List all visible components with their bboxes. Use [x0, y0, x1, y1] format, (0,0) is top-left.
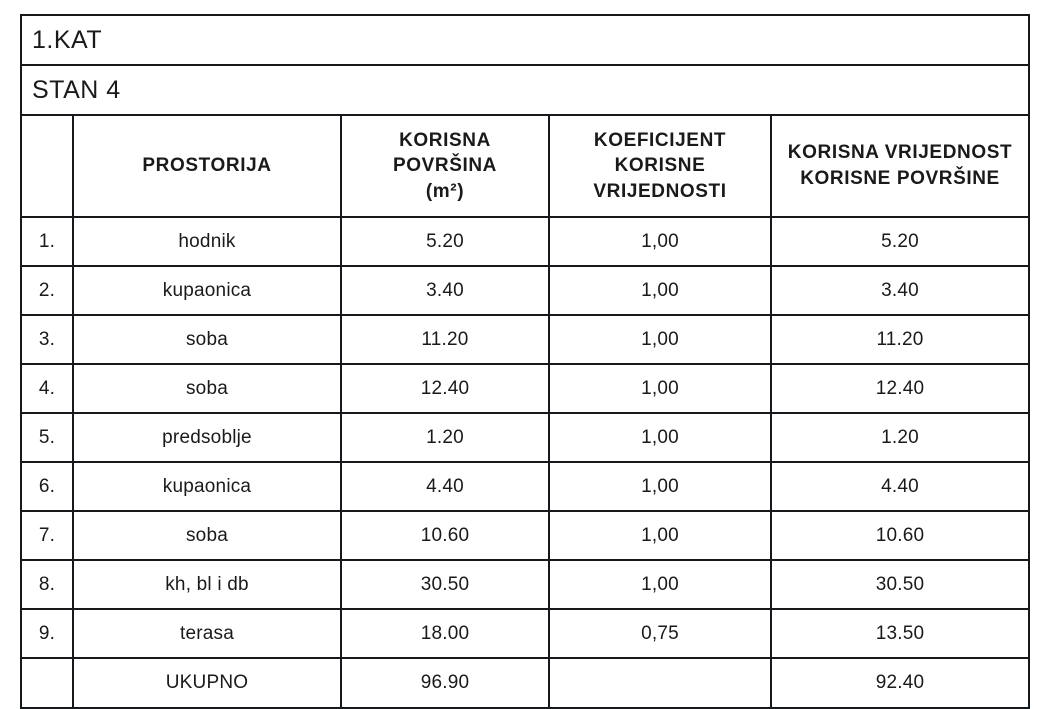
- row-area: 11.20: [341, 315, 549, 364]
- column-header-index: [21, 115, 73, 217]
- unit-title: STAN 4: [21, 65, 1029, 115]
- table-row: [21, 560, 1029, 609]
- column-header-value-line1: KORISNA VRIJEDNOST: [787, 142, 1013, 164]
- row-coefficient: 1,00: [549, 315, 771, 364]
- table-row: [21, 364, 1029, 413]
- column-header-area: [341, 115, 549, 217]
- row-room: kupaonica: [73, 462, 341, 511]
- floor-title-row: [21, 15, 1029, 65]
- table-row: [21, 462, 1029, 511]
- table-row: [21, 609, 1029, 658]
- row-value: 13.50: [771, 609, 1029, 658]
- row-room: kh, bl i db: [73, 560, 341, 609]
- column-header-coefficient-line2: VRIJEDNOSTI: [593, 180, 727, 202]
- row-area: 3.40: [341, 266, 549, 315]
- unit-title-row: [21, 65, 1029, 115]
- column-header-area-line1: KORISNA POVRŠINA: [392, 129, 498, 177]
- row-area: 12.40: [341, 364, 549, 413]
- floor-title: 1.KAT: [21, 15, 1029, 65]
- column-header-room: PROSTORIJA: [73, 115, 341, 217]
- row-room: hodnik: [73, 217, 341, 266]
- row-room: predsoblje: [73, 413, 341, 462]
- total-area: 96.90: [341, 658, 549, 708]
- column-header-coefficient-line1: KOEFICIJENT KORISNE: [593, 129, 727, 177]
- row-index: 3.: [21, 315, 73, 364]
- table-row: [21, 315, 1029, 364]
- row-area: 4.40: [341, 462, 549, 511]
- apartment-area-table: [20, 14, 1030, 709]
- table-row: [21, 413, 1029, 462]
- column-header-coefficient: [549, 115, 771, 217]
- row-room: soba: [73, 315, 341, 364]
- column-header-value-line2: KORISNE POVRŠINE: [800, 168, 1000, 189]
- row-coefficient: 1,00: [549, 560, 771, 609]
- row-area: 1.20: [341, 413, 549, 462]
- row-coefficient: 1,00: [549, 364, 771, 413]
- row-value: 1.20: [771, 413, 1029, 462]
- row-index: 6.: [21, 462, 73, 511]
- row-coefficient: 1,00: [549, 413, 771, 462]
- total-coefficient: [549, 658, 771, 708]
- row-index: 2.: [21, 266, 73, 315]
- column-header-value: [771, 115, 1029, 217]
- row-value: 30.50: [771, 560, 1029, 609]
- row-room: soba: [73, 511, 341, 560]
- row-value: 5.20: [771, 217, 1029, 266]
- row-coefficient: 1,00: [549, 266, 771, 315]
- row-room: kupaonica: [73, 266, 341, 315]
- row-index: 4.: [21, 364, 73, 413]
- row-index: 8.: [21, 560, 73, 609]
- row-value: 12.40: [771, 364, 1029, 413]
- row-area: 18.00: [341, 609, 549, 658]
- table-row: [21, 217, 1029, 266]
- table-row: [21, 266, 1029, 315]
- row-value: 10.60: [771, 511, 1029, 560]
- row-value: 3.40: [771, 266, 1029, 315]
- row-index: 9.: [21, 609, 73, 658]
- row-coefficient: 1,00: [549, 511, 771, 560]
- row-area: 30.50: [341, 560, 549, 609]
- row-index: 1.: [21, 217, 73, 266]
- row-index: 7.: [21, 511, 73, 560]
- row-area: 5.20: [341, 217, 549, 266]
- row-room: terasa: [73, 609, 341, 658]
- table-row: [21, 511, 1029, 560]
- row-room: soba: [73, 364, 341, 413]
- table-header-row: [21, 115, 1029, 217]
- row-coefficient: 1,00: [549, 462, 771, 511]
- row-value: 4.40: [771, 462, 1029, 511]
- table-total-row: [21, 658, 1029, 708]
- row-coefficient: 0,75: [549, 609, 771, 658]
- total-value: 92.40: [771, 658, 1029, 708]
- row-index: 5.: [21, 413, 73, 462]
- column-header-area-line2: (m²): [425, 180, 465, 202]
- total-index: [21, 658, 73, 708]
- total-label: UKUPNO: [73, 658, 341, 708]
- row-value: 11.20: [771, 315, 1029, 364]
- row-area: 10.60: [341, 511, 549, 560]
- row-coefficient: 1,00: [549, 217, 771, 266]
